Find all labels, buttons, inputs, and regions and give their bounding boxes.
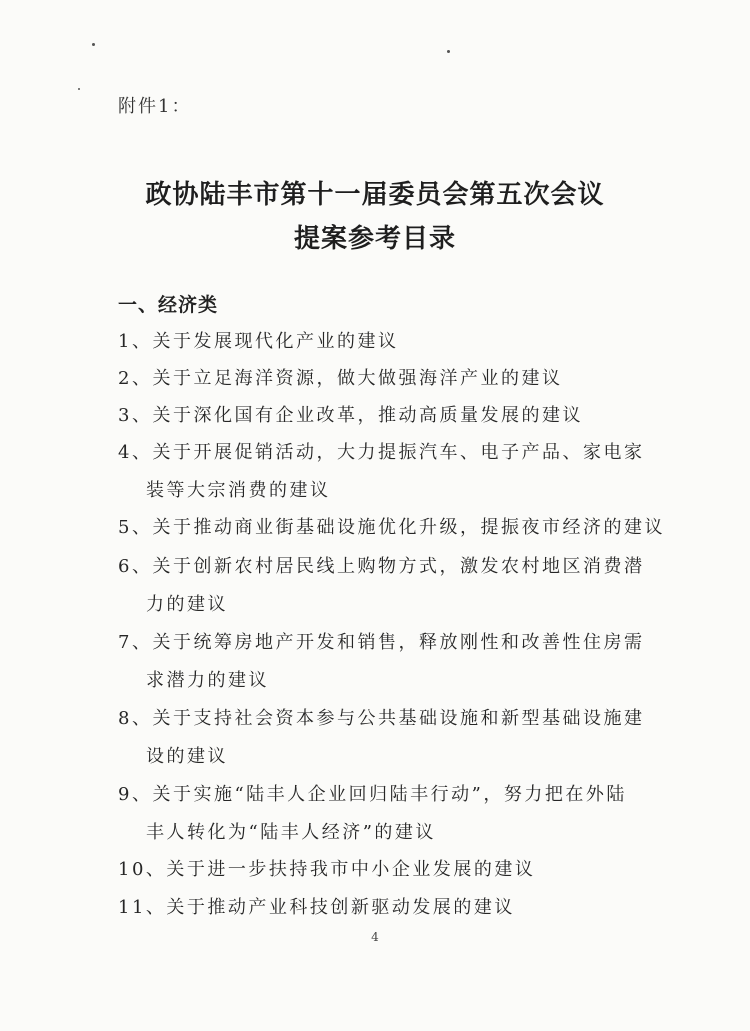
- section-heading: 一、经济类: [118, 294, 219, 316]
- list-item-continuation: 丰人转化为“陆丰人经济”的建议: [146, 822, 436, 843]
- list-item: [118, 516, 665, 540]
- list-item-text: 9、关于实施“陆丰人企业回归陆丰行动”，努力把在外陆: [118, 784, 627, 805]
- list-item-continuation: 装等大宗消费的建议: [146, 480, 331, 501]
- list-item-text: 11、关于推动产业科技创新驱动发展的建议: [118, 897, 515, 918]
- list-item-text: 4、关于开展促销活动，大力提振汽车、电子产品、家电家: [118, 442, 645, 463]
- list-item-continuation: 求潜力的建议: [146, 670, 269, 691]
- scan-speck: [447, 50, 450, 53]
- list-item-continuation: 设的建议: [146, 746, 228, 767]
- list-item-text: 7、关于统筹房地产开发和销售，释放刚性和改善性住房需: [118, 632, 645, 653]
- list-item-text: 6、关于创新农村居民线上购物方式，激发农村地区消费潜: [118, 556, 645, 577]
- list-item-text: 3、关于深化国有企业改革，推动高质量发展的建议: [118, 405, 583, 426]
- page-number: 4: [371, 930, 379, 944]
- document-title: 政协陆丰市第十一届委员会第五次会议: [145, 180, 605, 210]
- list-item: [118, 330, 638, 354]
- list-item: [118, 631, 645, 691]
- document-subtitle: 提案参考目录: [293, 224, 456, 254]
- list-item-text: 10、关于进一步扶持我市中小企业发展的建议: [118, 859, 536, 880]
- scan-speck: [92, 43, 95, 46]
- attachment-label: 附件1：: [118, 96, 192, 117]
- list-item-text: 5、关于推动商业街基础设施优化升级，提振夜市经济的建议: [118, 517, 665, 538]
- list-item: [118, 367, 638, 391]
- list-item: [118, 858, 638, 882]
- list-item: [118, 441, 645, 501]
- scan-speck: [78, 88, 80, 90]
- list-item: [118, 896, 638, 920]
- list-item-text: 1、关于发展现代化产业的建议: [118, 331, 399, 352]
- list-item: [118, 783, 638, 843]
- list-item-text: 8、关于支持社会资本参与公共基础设施和新型基础设施建: [118, 708, 645, 729]
- list-item-text: 2、关于立足海洋资源，做大做强海洋产业的建议: [118, 368, 563, 389]
- list-item-continuation: 力的建议: [146, 594, 228, 615]
- list-item: [118, 404, 638, 428]
- list-item: [118, 707, 645, 767]
- list-item: [118, 555, 645, 615]
